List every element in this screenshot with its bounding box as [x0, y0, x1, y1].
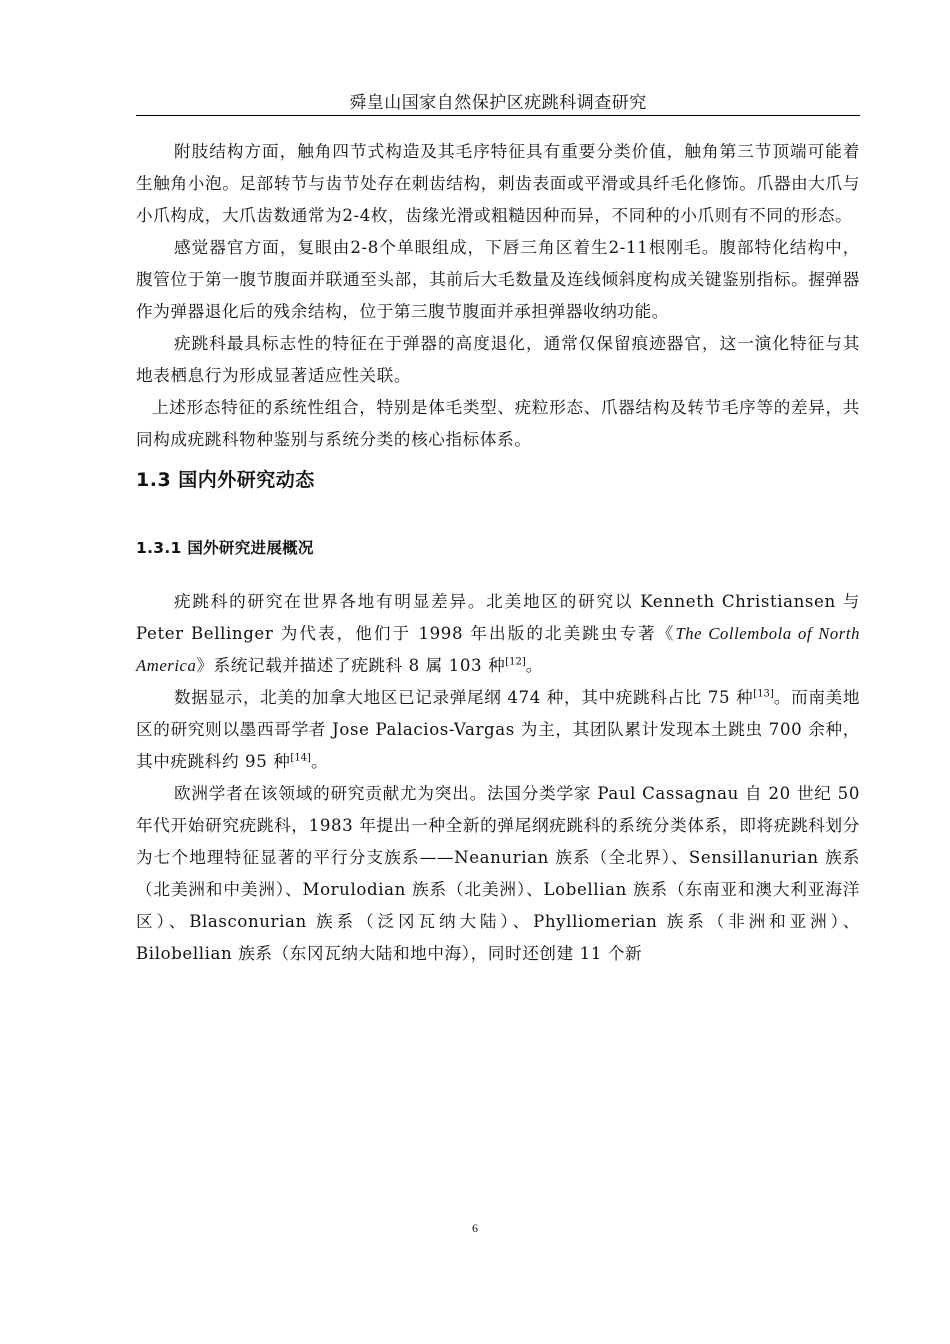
- para5-text-b: 》系统记载并描述了疣跳科 8 属 103 种: [196, 656, 506, 675]
- paragraph-diagnostic-summary: 上述形态特征的系统性组合，特别是体毛类型、疣粒形态、爪器结构及转节毛序等的差异，共同构成疣跳科物种鉴别与系统分类的核心指标体系。: [136, 398, 860, 449]
- paragraph-european-research: 欧洲学者在该领域的研究贡献尤为突出。法国分类学家 Paul Cassagnau 自 20 世纪 50 年代开始研究疣跳科，1983 年提出一种全新的弹尾纲疣跳科的系统分类体系，即将疣跳科划分为七个地理特征显著的平行分支族系——Neanurian 族系（全北界）、Sensillanurian 族系（北美洲和中美洲）、Morulodian 族系（北美洲）、Lobellian 族系（东南亚和澳大利亚海洋区）、Blasconurian 族系（泛冈瓦纳大陆）、Phylliomerian 族系（非洲和亚洲）、Bilobellian 族系（东冈瓦纳大陆和地中海），同时还创建 11 个新: [136, 784, 860, 963]
- citation-ref-12: [12]: [505, 656, 526, 668]
- book-title-italic: The Collembola of North America: [136, 624, 860, 675]
- citation-ref-14: [14]: [290, 752, 311, 764]
- paragraph-north-america-research: [136, 586, 860, 682]
- para5-text-c: 。: [525, 656, 543, 675]
- header-rule: [136, 115, 860, 116]
- subsection-heading-1-3-1: 1.3.1 国外研究进展概况: [136, 539, 314, 557]
- para5-text-a: 疣跳科的研究在世界各地有明显差异。北美地区的研究以 Kenneth Christiansen 与 Peter Bellinger 为代表，他们于 1998 年出版的北美跳虫专著《: [136, 592, 860, 643]
- page-body: [136, 136, 860, 970]
- page-number: 6: [472, 1221, 478, 1235]
- paragraph-appendage-structure: 附肢结构方面，触角四节式构造及其毛序特征具有重要分类价值，触角第三节顶端可能着生触角小泡。足部转节与齿节处存在刺齿结构，刺齿表面或平滑或具纤毛化修饰。爪器由大爪与小爪构成，大爪齿数通常为2-4枚，齿缘光滑或粗糙因种而异，不同种的小爪则有不同的形态。: [136, 142, 860, 225]
- para6-text-b: 。而南美地区的研究则以墨西哥学者 Jose Palacios-Vargas 为主，其团队累计发现本土跳虫 700 余种，其中疣跳科约 95 种: [136, 688, 861, 771]
- para6-text-a: 数据显示，北美的加拿大地区已记录弹尾纲 474 种，其中疣跳科占比 75 种: [174, 688, 754, 707]
- section-heading-1-3: 1.3 国内外研究动态: [136, 469, 315, 491]
- citation-ref-13: [13]: [753, 688, 774, 700]
- para6-text-c: 。: [310, 752, 329, 771]
- paragraph-furca-reduction: 疣跳科最具标志性的特征在于弹器的高度退化，通常仅保留痕迹器官，这一演化特征与其地表栖息行为形成显著适应性关联。: [136, 334, 860, 385]
- running-header: 舜皇山国家自然保护区疣跳科调查研究: [349, 93, 647, 113]
- paragraph-sensory-organs: 感觉器官方面，复眼由2-8个单眼组成，下唇三角区着生2-11根刚毛。腹部特化结构中，腹管位于第一腹节腹面并联通至头部，其前后大毛数量及连线倾斜度构成关键鉴别指标。握弹器作为弹器退化后的残余结构，位于第三腹节腹面并承担弹器收纳功能。: [136, 238, 860, 321]
- paragraph-canada-latin-america: [136, 682, 860, 778]
